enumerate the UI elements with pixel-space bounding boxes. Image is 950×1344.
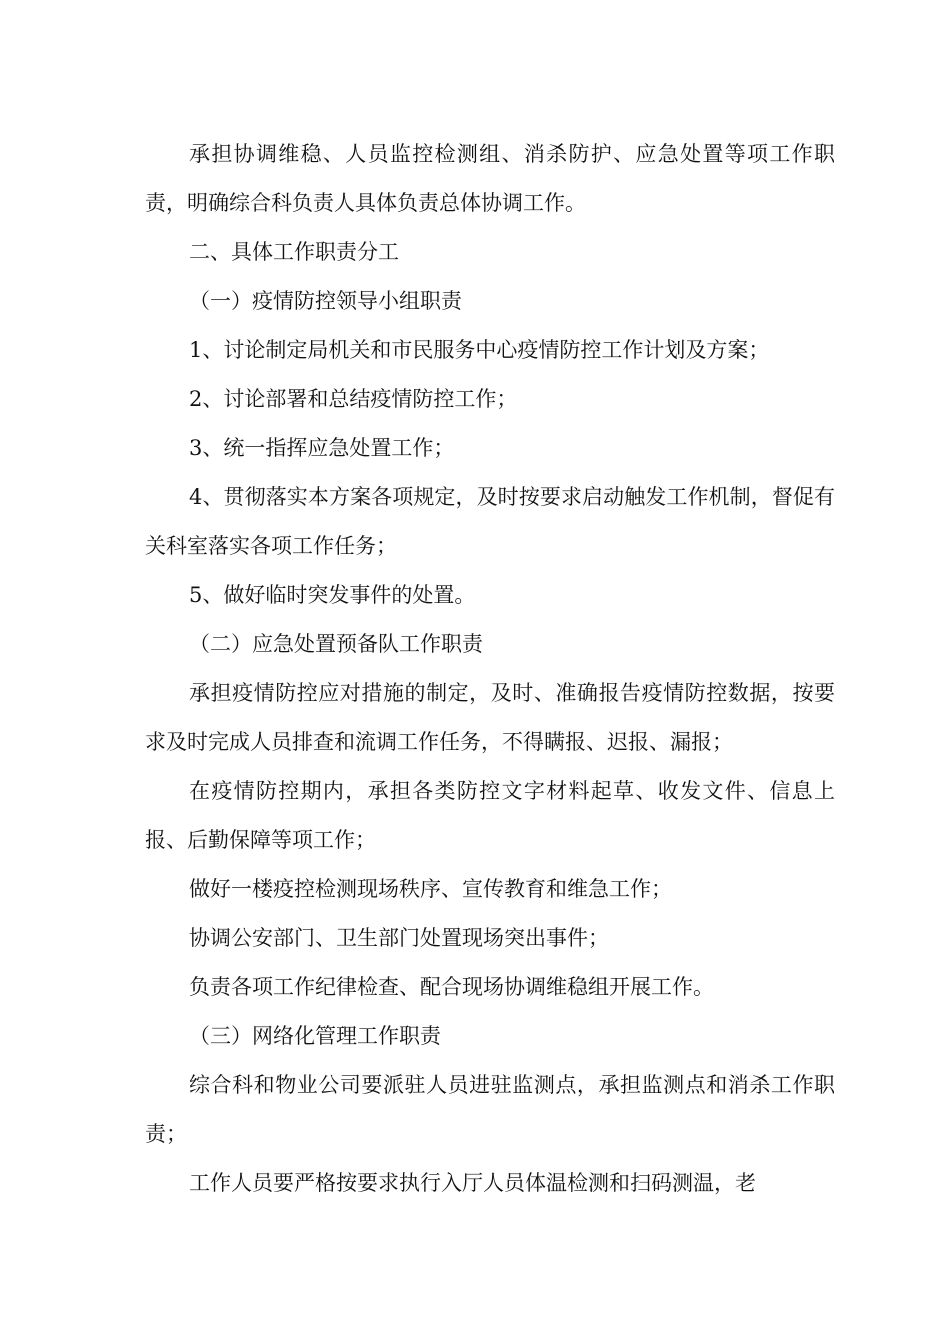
subsection-heading-1: （一）疫情防控领导小组职责 (189, 289, 462, 313)
paragraph-coordination-duties: 承担协调维稳、人员监控检测组、消杀防护、应急处置等项工作职责，明确综合科负责人具体负责总体协调工作。 (145, 142, 835, 215)
paragraph-document-drafting: 在疫情防控期内，承担各类防控文字材料起草、收发文件、信息上报、后勤保障等项工作； (145, 779, 835, 852)
paragraph-discipline-check: 负责各项工作纪律检查、配合现场协调维稳组开展工作。 (189, 975, 714, 999)
list-item-1: 1、讨论制定局机关和市民服务中心疫情防控工作计划及方案； (189, 338, 770, 362)
paragraph-coordinate-departments: 协调公安部门、卫生部门处置现场突出事件； (189, 926, 609, 950)
document-body (145, 130, 835, 1208)
subsection-heading-2: （二）应急处置预备队工作职责 (189, 632, 483, 656)
list-item-5: 5、做好临时突发事件的处置。 (189, 583, 476, 607)
list-item-4: 4、贯彻落实本方案各项规定，及时按要求启动触发工作机制，督促有关科室落实各项工作任务； (145, 485, 835, 558)
list-item-3: 3、统一指挥应急处置工作； (189, 436, 455, 460)
paragraph-site-order: 做好一楼疫控检测现场秩序、宣传教育和维急工作； (189, 877, 672, 901)
list-item-2: 2、讨论部署和总结疫情防控工作； (189, 387, 518, 411)
paragraph-monitoring-points: 综合科和物业公司要派驻人员进驻监测点，承担监测点和消杀工作职责； (145, 1073, 835, 1146)
subsection-heading-3: （三）网络化管理工作职责 (189, 1024, 441, 1048)
paragraph-response-measures: 承担疫情防控应对措施的制定，及时、准确报告疫情防控数据，按要求及时完成人员排查和流调工作任务，不得瞒报、迟报、漏报； (145, 681, 835, 754)
section-heading-2: 二、具体工作职责分工 (189, 240, 399, 264)
paragraph-temperature-check: 工作人员要严格按要求执行入厅人员体温检测和扫码测温，老 (189, 1171, 756, 1195)
